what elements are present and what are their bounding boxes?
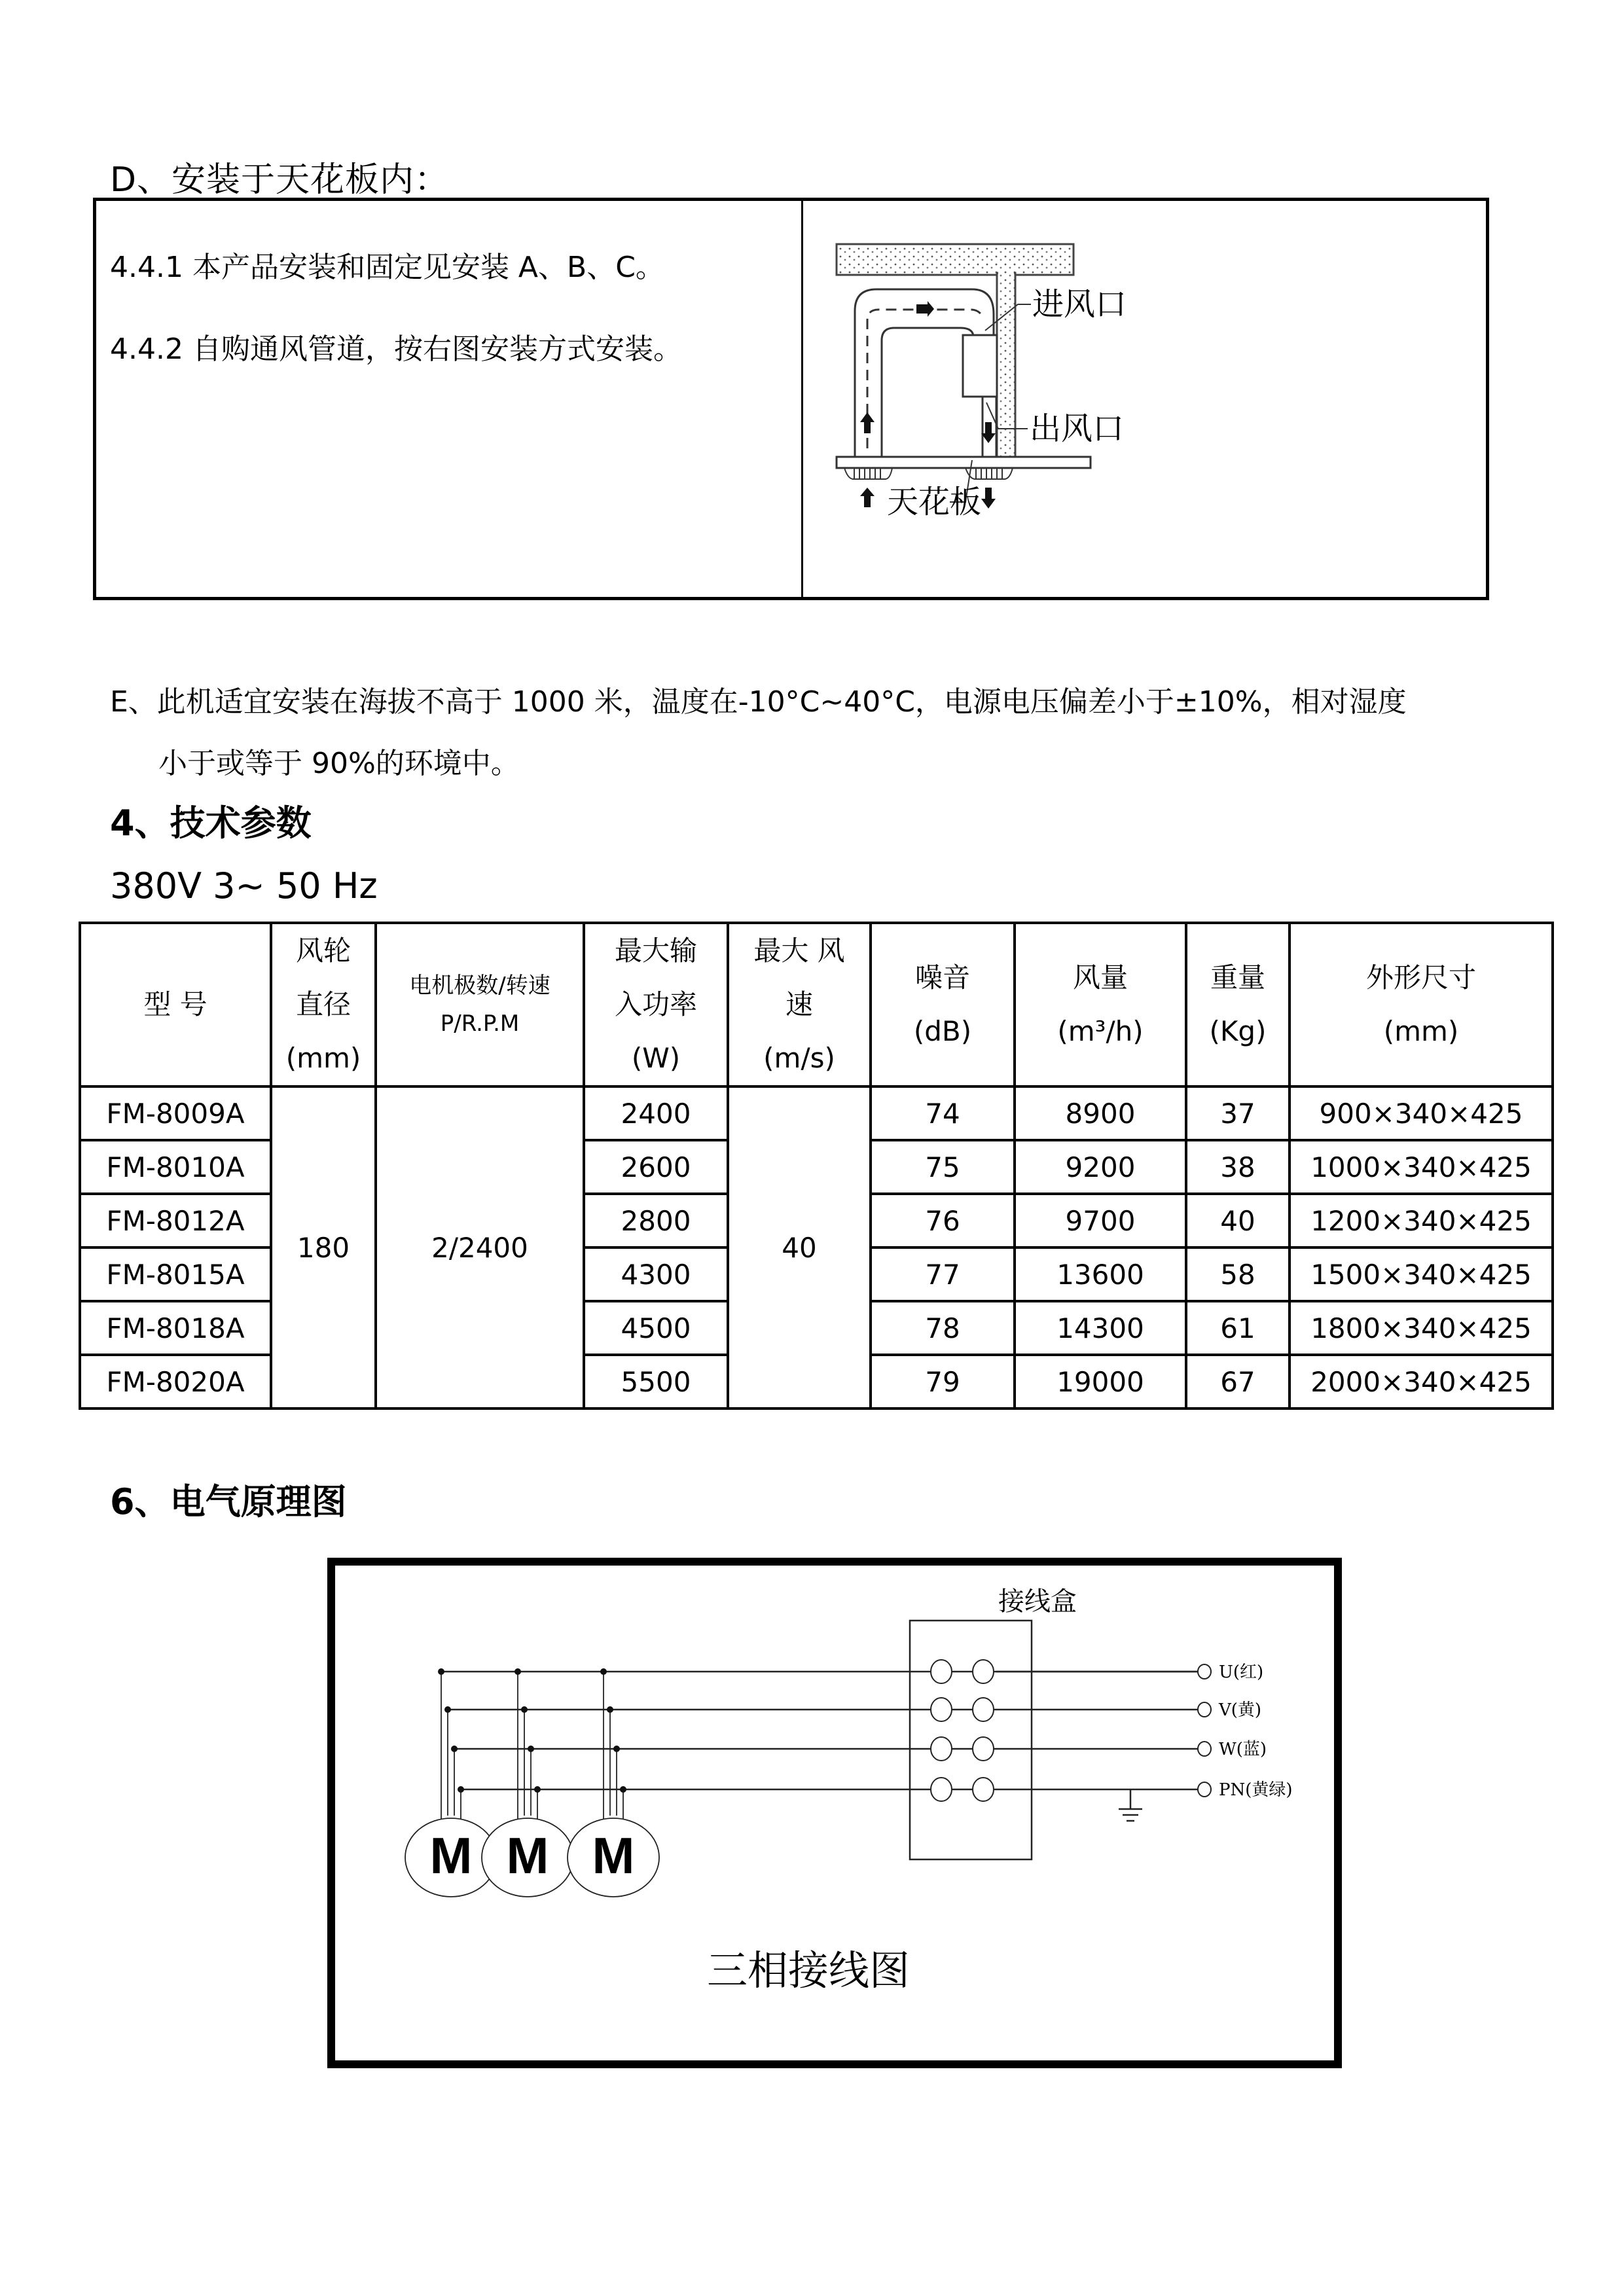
terminal-pn-label: PN(黄绿) [1219,1780,1293,1800]
label-outlet: 出风口 [1030,410,1125,447]
cell-weight: 38 [1186,1140,1290,1194]
cell-airflow: 9700 [1015,1194,1186,1247]
cell-power: 4500 [584,1301,728,1355]
cell-weight: 67 [1186,1355,1290,1408]
terminal-v-label: V(黄) [1219,1700,1262,1720]
svg-text:M: M [506,1827,549,1884]
cell-dimensions: 1200×340×425 [1290,1194,1553,1247]
cell-model: FM-8012A [80,1194,271,1247]
svg-text:M: M [592,1827,635,1884]
cell-airflow: 14300 [1015,1301,1186,1355]
ground-icon [1119,1789,1142,1821]
header-motor-poles-rpm: 电机极数/转速 P/R.P.M [376,923,584,1086]
leader-lines [950,304,1031,502]
arrow-right-icon [916,301,934,317]
install-item-4-4-2: 4.4.2 自购通风管道，按右图安装方式安装。 [110,332,682,366]
cell-model: FM-8020A [80,1355,271,1408]
spec-table [79,922,1554,1410]
cell-noise: 79 [871,1355,1015,1408]
grille-right [965,468,1013,479]
label-ceiling: 天花板 [887,484,982,520]
cell-power: 5500 [584,1355,728,1408]
ceiling-board [837,457,1091,468]
environment-text-line-2: 小于或等于 90%的环境中。 [158,747,520,780]
header-max-wind-speed: 最大 风 速 (m/s) [728,923,871,1086]
cell-dimensions: 1500×340×425 [1290,1247,1553,1301]
arrow-down-icon [981,488,996,509]
cell-weight: 37 [1186,1086,1290,1140]
terminal-screws [931,1660,994,1801]
cell-model: FM-8015A [80,1247,271,1301]
cell-noise: 76 [871,1194,1015,1247]
cell-noise: 74 [871,1086,1015,1140]
grille-left [844,468,892,479]
cell-noise: 77 [871,1247,1015,1301]
terminal-w-label: W(蓝) [1219,1740,1267,1759]
cell-airflow: 13600 [1015,1247,1186,1301]
cell-fan-diameter: 180 [271,1086,376,1408]
cell-airflow: 9200 [1015,1140,1186,1194]
cell-dimensions: 2000×340×425 [1290,1355,1553,1408]
junction-box [910,1621,1032,1859]
cell-dimensions: 900×340×425 [1290,1086,1553,1140]
output-terminals [1198,1664,1211,1797]
cell-airflow: 8900 [1015,1086,1186,1140]
cell-power: 2600 [584,1140,728,1194]
wiring-caption: 三相接线图 [706,1946,911,1994]
terminal-u-label: U(红) [1219,1662,1264,1682]
header-fan-diameter: 风轮 直径 (mm) [271,923,376,1086]
table-row [80,1086,1553,1140]
cell-power: 2400 [584,1086,728,1140]
label-inlet: 进风口 [1032,286,1127,323]
cell-power: 4300 [584,1247,728,1301]
header-noise: 噪音 (dB) [871,923,1015,1086]
cell-power: 2800 [584,1194,728,1247]
cell-weight: 61 [1186,1301,1290,1355]
arrow-up-icon [860,412,875,433]
svg-text:M: M [429,1827,473,1884]
header-model: 型 号 [80,923,271,1086]
arrow-up-icon [860,488,875,507]
header-max-power: 最大输 入功率 (W) [584,923,728,1086]
cell-max-wind-speed: 40 [728,1086,871,1408]
cell-airflow: 19000 [1015,1355,1186,1408]
header-airflow: 风量 (m³/h) [1015,923,1186,1086]
cell-motor-poles-rpm: 2/2400 [376,1086,584,1408]
junction-box-label: 接线盒 [998,1587,1077,1617]
cell-noise: 75 [871,1140,1015,1194]
motor-3 [568,1818,659,1897]
ceiling-install-diagram [802,200,1486,598]
motor-2 [482,1818,573,1897]
environment-text-line-1: E、此机适宜安装在海拔不高于 1000 米，温度在-10°C~40°C，电源电压偏差小于±10%，相对湿度 [110,685,1407,719]
fan-unit [963,335,997,397]
cell-model: FM-8009A [80,1086,271,1140]
install-item-4-4-1: 4.4.1 本产品安装和固定见安装 A、B、C。 [110,251,664,284]
voltage-spec: 380V 3~ 50 Hz [110,865,378,906]
section-d-title: D、安装于天花板内： [110,160,450,200]
cell-noise: 78 [871,1301,1015,1355]
cell-weight: 58 [1186,1247,1290,1301]
cell-dimensions: 1000×340×425 [1290,1140,1553,1194]
cell-dimensions: 1800×340×425 [1290,1301,1553,1355]
tech-params-title: 4、技术参数 [110,802,312,844]
cell-model: FM-8010A [80,1140,271,1194]
junction-dots [438,1668,626,1793]
electrical-diagram-title: 6、电气原理图 [110,1481,347,1522]
header-weight: 重量 (Kg) [1186,923,1290,1086]
motor-leads [441,1672,623,1820]
three-phase-wiring-diagram [335,1566,1334,2060]
header-dimensions: 外形尺寸 (mm) [1290,923,1553,1086]
cell-weight: 40 [1186,1194,1290,1247]
table-header-row [80,923,1553,1086]
cell-model: FM-8018A [80,1301,271,1355]
bus-lines [441,1672,1219,1789]
